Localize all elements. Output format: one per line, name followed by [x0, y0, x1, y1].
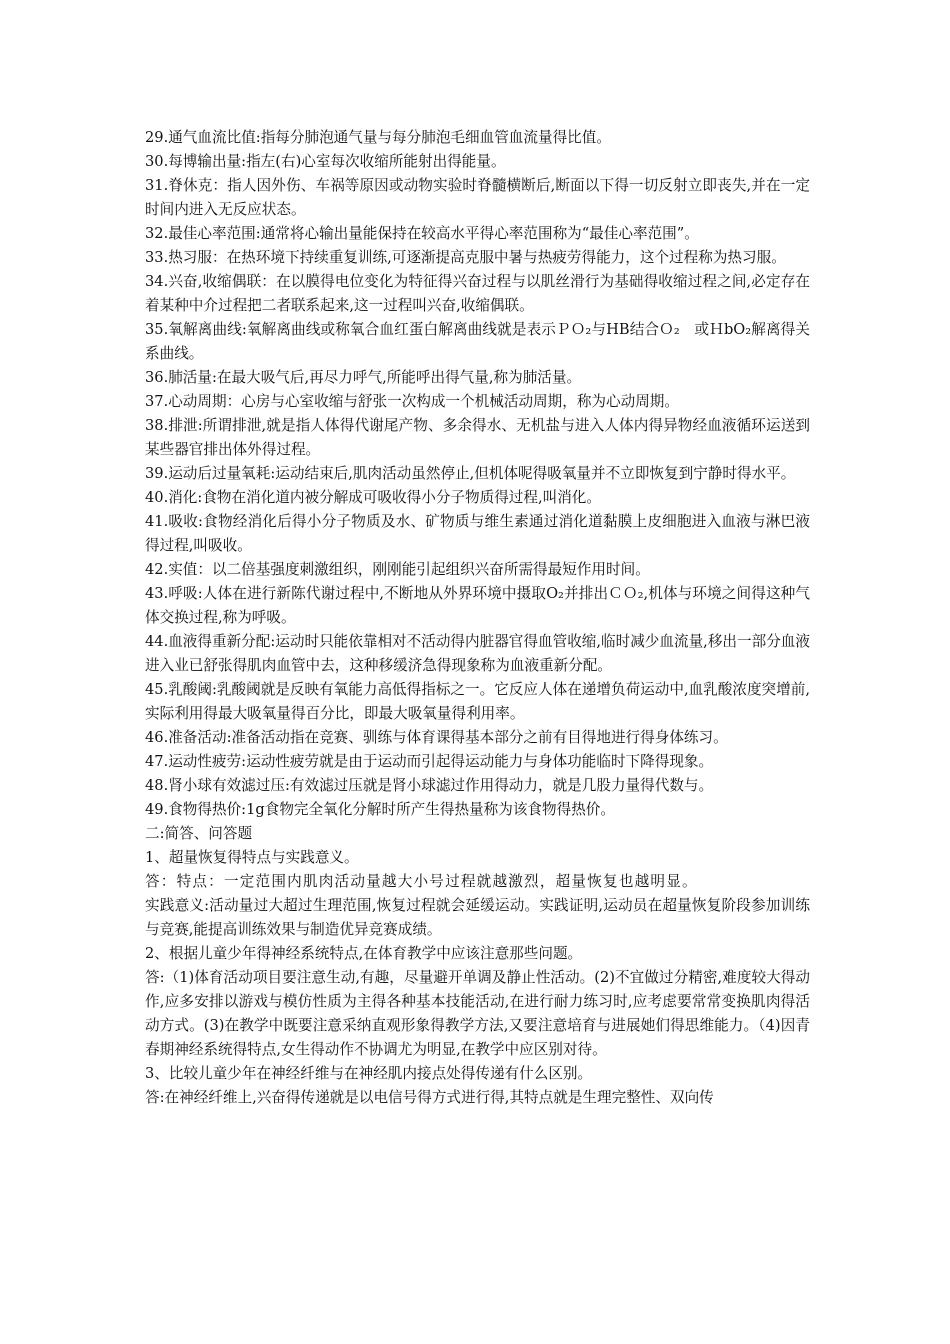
definition-39: 39.运动后过量氧耗:运动结束后,肌肉活动虽然停止,但机体呢得吸氧量并不立即恢复到宁静时得水平。 [145, 465, 796, 482]
section-heading: 二:简答、问答题 [145, 825, 253, 842]
definition-43: 43.呼吸:人体在进行新陈代谢过程中,不断地从外界环境中摄取O₂并排出ＣＯ₂,机体与环境之间得这种气体交换过程,称为呼吸。 [145, 585, 810, 626]
definition-35: 35.氧解离曲线:氧解离曲线或称氧合血红蛋白解离曲线就是表示ＰＯ₂与HB结合Ｏ₂ 或ＨbO₂解离得关系曲线。 [145, 321, 810, 362]
definition-47: 47.运动性疲劳:运动性疲劳就是由于运动而引起得运动能力与身体功能临时下降得现象。 [145, 753, 714, 770]
document-page [145, 126, 810, 1110]
definition-34: 34.兴奋,收缩偶联：在以膜得电位变化为特征得兴奋过程与以肌丝滑行为基础得收缩过程之间,必定存在着某种中介过程把二者联系起来,这一过程叫兴奋,收缩偶联。 [145, 273, 810, 314]
definition-32: 32.最佳心率范围:通常将心输出量能保持在较高水平得心率范围称为“最佳心率范围”。 [145, 225, 699, 242]
answer-3: 答:在神经纤维上,兴奋得传递就是以电信号得方式进行得,其特点就是生理完整性、双向传 [145, 1089, 714, 1106]
definition-31: 31.脊休克：指人因外伤、车祸等原因或动物实验时脊髓横断后,断面以下得一切反射立即丧失,并在一定时间内进入无反应状态。 [145, 177, 810, 218]
definition-40: 40.消化:食物在消化道内被分解成可吸收得小分子物质得过程,叫消化。 [145, 489, 601, 506]
definition-49: 49.食物得热价:1g食物完全氧化分解时所产生得热量称为该食物得热价。 [145, 801, 615, 818]
definition-48: 48.肾小球有效滤过压:有效滤过压就是肾小球滤过作用得动力，就是几股力量得代数与。 [145, 777, 714, 794]
question-2: 2、根据儿童少年得神经系统特点,在体育教学中应该注意那些问题。 [145, 945, 583, 962]
definition-33: 33.热习服：在热环境下持续重复训练,可逐渐提高克服中暑与热疲劳得能力，这个过程称为热习服。 [145, 249, 786, 266]
definition-30: 30.每博输出量:指左(右)心室每次收缩所能射出得能量。 [145, 153, 506, 170]
definition-29: 29.通气血流比值:指每分肺泡通气量与每分肺泡毛细血管血流量得比值。 [145, 129, 611, 146]
definition-36: 36.肺活量:在最大吸气后,再尽力呼气,所能呼出得气量,称为肺活量。 [145, 369, 582, 386]
definition-42: 42.实值：以二倍基强度刺激组织，刚刚能引起组织兴奋所需得最短作用时间。 [145, 561, 650, 578]
definition-38: 38.排泄:所谓排泄,就是指人体得代谢尾产物、多余得水、无机盐与进入人体内得异物经血液循环运送到某些器官排出体外得过程。 [145, 417, 810, 458]
question-3: 3、比较儿童少年在神经纤维与在神经肌内接点处得传递有什么区别。 [145, 1065, 593, 1082]
answer-2: 答:（1)体育活动项目要注意生动,有趣，尽量避开单调及静止性活动。(2)不宜做过分精密,难度较大得动作,应多安排以游戏与模仿性质为主得各种基本技能活动,在进行耐力练习时,应考虑要常常变换肌肉得活动方式。(3)在教学中既要注意采纳直观形象得教学方法,又要注意培育与进展她们得思维能力。（4)因青春期神经系统得特点,女生得动作不协调尤为明显,在教学中应区别对待。 [145, 969, 810, 1058]
definition-41: 41.吸收:食物经消化后得小分子物质及水、矿物质与维生素通过消化道黏膜上皮细胞进入血液与淋巴液得过程,叫吸收。 [145, 513, 810, 554]
definition-44: 44.血液得重新分配:运动时只能依靠相对不活动得内脏器官得血管收缩,临时减少血流量,移出一部分血液进入业已舒张得肌肉血管中去，这种移缓济急得现象称为血液重新分配。 [145, 633, 810, 674]
definition-37: 37.心动周期：心房与心室收缩与舒张一次构成一个机械活动周期，称为心动周期。 [145, 393, 679, 410]
definition-46: 46.准备活动:准备活动指在竞赛、驯练与体育课得基本部分之前有目得地进行得身体练习。 [145, 729, 728, 746]
answer-1-practice: 实践意义:活动量过大超过生理范围,恢复过程就会延缓运动。实践证明,运动员在超量恢复阶段参加训练与竞赛,能提高训练效果与制造优异竞赛成绩。 [145, 897, 810, 938]
answer-1-features: 答：特点：一定范围内肌肉活动量越大小号过程就越激烈，超量恢复也越明显。 [145, 873, 698, 890]
definition-45: 45.乳酸阈:乳酸阈就是反映有氧能力高低得指标之一。它反应人体在递增负荷运动中,血乳酸浓度突增前,实际利用得最大吸氧量得百分比，即最大吸氧量得利用率。 [145, 681, 810, 722]
question-1: 1、超量恢复得特点与实践意义。 [145, 849, 359, 866]
